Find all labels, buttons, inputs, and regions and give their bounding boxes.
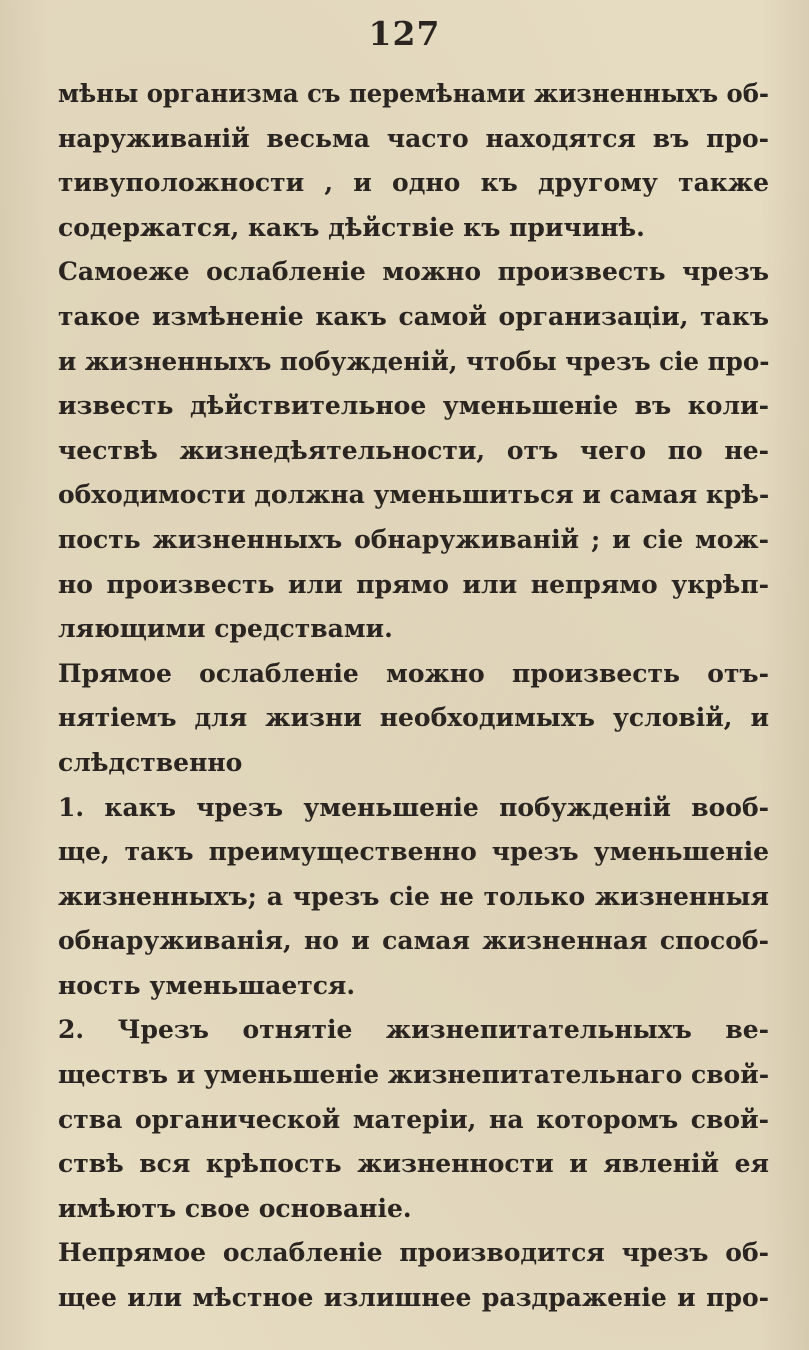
text-line: мѣны организма съ перемѣнами жизненныхъ об- [58, 79, 770, 108]
text-line: нятіемъ для жизни необходимыхъ условій, и [58, 703, 769, 733]
text-line: и жизненныхъ побужденій, чтобы чрезъ сіе про- [58, 346, 770, 376]
text-line: тивуположности , и одно къ другому также [58, 168, 769, 198]
text-line: ществъ и уменьшеніе жизнепитательнаго свой- [58, 1060, 770, 1090]
text-line: ствѣ вся крѣпость жизненности и явленій ея [58, 1149, 769, 1179]
text-line: 1. какъ чрезъ уменьшеніе побужденій вооб- [58, 792, 769, 822]
text-line: ность уменьшается. [58, 970, 356, 1000]
text-line: слѣдственно [58, 747, 243, 777]
text-line: чествѣ жизнедѣятельности, отъ чего по не- [58, 435, 769, 465]
page-number: 127 [368, 14, 441, 53]
text-line: жизненныхъ; а чрезъ сіе не только жизненныя [58, 881, 769, 911]
text-line: такое измѣненіе какъ самой организаціи, такъ [58, 301, 769, 331]
text-line: пость жизненныхъ обнаруживаній ; и сіе мож- [58, 524, 769, 554]
text-line: 2. Чрезъ отнятіе жизнепитательныхъ ве- [58, 1015, 769, 1045]
text-line: ще, такъ преимущественно чрезъ уменьшеніе [58, 837, 769, 867]
text-line: щее или мѣстное излишнее раздраженіе и про- [58, 1283, 769, 1313]
text-line: Самоеже ослабленіе можно произвесть чрезъ [58, 257, 769, 287]
text-line: наруживаній весьма часто находятся въ про- [58, 123, 769, 153]
text-line: имѣютъ свое основаніе. [58, 1193, 412, 1223]
text-line: но произвесть или прямо или непрямо укрѣп- [58, 569, 769, 599]
body-text [58, 72, 769, 1321]
text-line: ляющими средствами. [58, 614, 393, 644]
text-line: Прямое ослабленіе можно произвесть отъ- [58, 658, 769, 688]
text-line: обнаруживанія, но и самая жизненная способ- [58, 926, 769, 956]
text-line: Непрямое ослабленіе производится чрезъ об- [58, 1238, 769, 1268]
text-line: известь дѣйствительное уменьшеніе въ коли- [58, 391, 769, 421]
text-line: ства органической матеріи, на которомъ свой- [58, 1104, 769, 1134]
text-line: обходимости должна уменьшиться и самая крѣ- [58, 480, 770, 510]
text-line: содержатся, какъ дѣйствіе къ причинѣ. [58, 212, 645, 242]
